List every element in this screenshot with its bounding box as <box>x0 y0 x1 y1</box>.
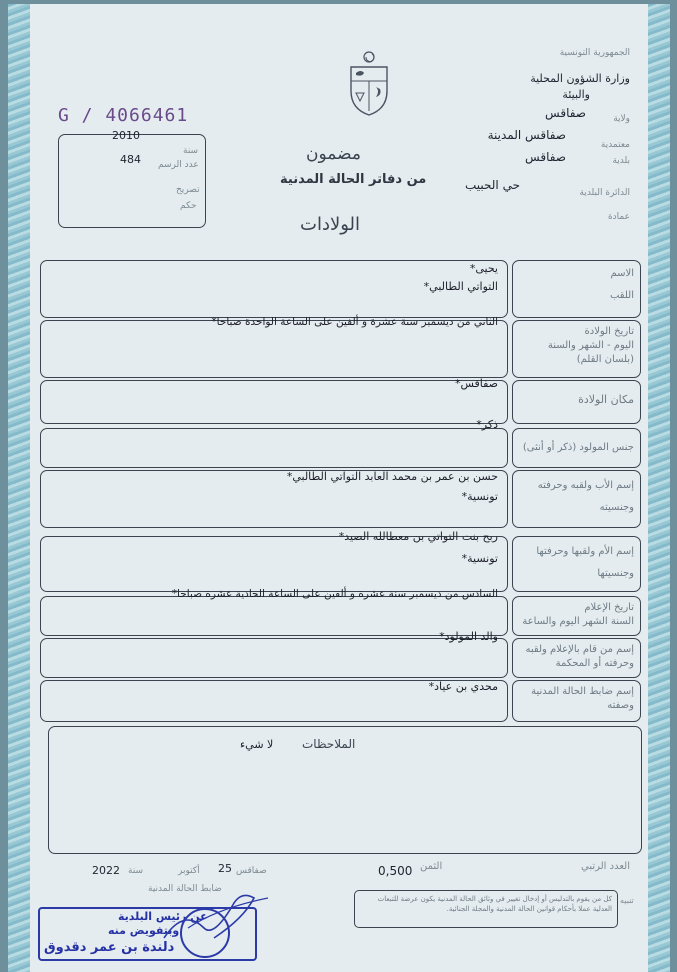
municipality-label: بلدية <box>612 156 630 166</box>
label-sex: جنس المولود (ذكر أو أنثى) <box>522 442 634 453</box>
delegation-label: معتمدية <box>600 140 630 150</box>
value-box-birth-date <box>40 320 508 378</box>
price-label: الثمن <box>420 861 443 872</box>
value-father-nationality: تونسية* <box>461 490 498 503</box>
omda-label: عمادة <box>607 212 630 222</box>
label-first-name: الاسم <box>610 268 634 279</box>
value-box-sex <box>40 428 508 468</box>
wilaya-label: ولاية <box>613 114 630 124</box>
label-birth-date: تاريخ الولادة <box>584 326 634 337</box>
value-box-declarant <box>40 638 508 678</box>
value-declaration-date: السادس من ديسمبر سنة عشرة و ألفين على الساعة الحادية عشرة صباحا* <box>171 588 498 600</box>
value-father: حسن بن عمر بن محمد العابد التواتي الطالبي* <box>286 470 498 483</box>
registry-judgment-label: حكم <box>180 201 197 211</box>
label-declarant-detail: وحرفته أو المحكمة <box>555 658 634 669</box>
registry-number: 484 <box>120 153 141 166</box>
footer-month: أكتوبر <box>178 866 200 876</box>
district-value: حي الحبيب <box>465 178 520 192</box>
label-officer-role: وصفته <box>607 700 634 711</box>
wilaya-value: صفاقس <box>545 106 586 120</box>
remarks-label: الملاحظات <box>302 737 356 751</box>
footer-place: صفاقس <box>236 866 267 876</box>
municipality-value: صفاقس المدينة <box>487 128 566 142</box>
label-birth-place: مكان الولادة <box>578 393 634 406</box>
coat-of-arms-icon <box>346 49 392 119</box>
ministry-line-2: والبيئة <box>562 88 590 101</box>
label-declarant: إسم من قام بالإعلام ولقبه <box>525 644 634 655</box>
document-page <box>8 4 670 972</box>
value-birth-place: صفاقس* <box>454 377 498 390</box>
value-box-birth-place <box>40 380 508 424</box>
notice-text: كل من يقوم بالتدليس أو إدخال تغيير في وثائق الحالة المدنية يكون عرضة للتبعات العدلية عملا بأحكام قوانين الحالة المدنية والمجلة الجنائية. <box>377 895 612 913</box>
value-mother: ربح بنت التواتي بن معطالله الصيد* <box>338 530 498 543</box>
decorative-border-left <box>8 4 30 972</box>
serial-number: G / 4066461 <box>58 105 189 126</box>
registry-year: 2010 <box>112 129 140 142</box>
value-box-mother <box>40 536 508 592</box>
footer-year-prefix: سنة <box>128 866 144 876</box>
footer-day: 25 <box>218 862 232 875</box>
signature-icon <box>158 888 278 948</box>
label-father-nationality: وجنسيته <box>599 502 634 513</box>
label-birth-date-detail: اليوم - الشهر والسنة <box>547 340 634 351</box>
value-sex: ذكر* <box>476 418 498 431</box>
republic-text: الجمهورية التونسية <box>559 48 630 58</box>
value-box-declaration-date <box>40 596 508 636</box>
label-last-name: اللقب <box>609 290 634 301</box>
price-value: 0,500 <box>378 864 413 878</box>
delegation-value: صفاقس <box>525 150 566 164</box>
value-last-name: التواتي الطالبي* <box>423 280 498 293</box>
remarks-value: لا شيء <box>240 738 274 751</box>
stamp-line-2: وبتفويض منه <box>108 924 180 937</box>
value-declarant: والد المولود* <box>439 630 498 643</box>
label-declaration-date-detail: السنة الشهر اليوم والساعة <box>522 616 634 627</box>
district-label: الدائرة البلدية <box>579 188 630 198</box>
stamp-line-3: دلندة بن عمر دقدوق <box>44 940 175 955</box>
stamp-line-1: عن رئيس البلدية <box>118 910 208 923</box>
ministry-line-1: وزارة الشؤون المحلية <box>530 72 630 85</box>
value-birth-date: الثاني من ديسمبر سنة عشرة و ألفين على الساعة الواحدة صباحا* <box>211 316 498 328</box>
label-officer: إسم ضابط الحالة المدنية <box>531 686 634 697</box>
notice-label: تنبيه <box>620 896 634 905</box>
value-first-name: يحيى* <box>469 262 498 275</box>
decorative-border-right <box>648 4 670 972</box>
title-births: الولادات <box>300 214 361 235</box>
value-mother-nationality: تونسية* <box>461 552 498 565</box>
registry-number-label: عدد الرسم <box>158 160 199 170</box>
footer-year: 2022 <box>92 864 120 877</box>
label-mother: إسم الأم ولقبها وحرفتها <box>536 546 634 557</box>
label-mother-nationality: وجنسيتها <box>597 568 634 579</box>
order-label: العدد الرتبي <box>580 861 630 872</box>
value-officer: محدي بن عياد* <box>428 680 498 693</box>
registry-year-label: سنة <box>183 146 199 156</box>
label-father: إسم الأب ولقبه وحرفته <box>537 480 634 491</box>
registry-correction-label: تصريح <box>176 185 200 195</box>
label-declaration-date: تاريخ الإعلام <box>584 602 634 613</box>
title-sub: من دفاتر الحالة المدنية <box>280 172 427 187</box>
title-main: مضمون <box>306 144 361 164</box>
label-birth-date-words: (بلسان القلم) <box>576 354 634 365</box>
footer-officer: ضابط الحالة المدنية <box>148 884 222 894</box>
